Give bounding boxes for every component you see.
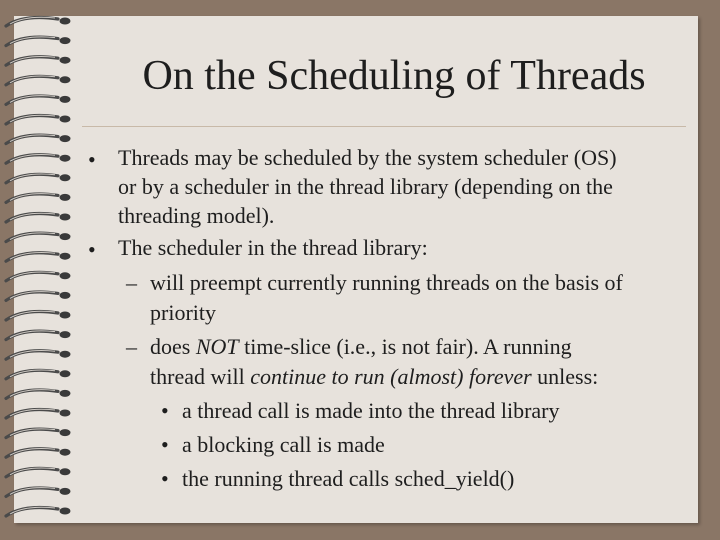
bullet-marker: • [161, 432, 169, 457]
spiral-hole [60, 292, 71, 299]
bullet-marker: • [161, 398, 169, 423]
spiral-hole [60, 351, 71, 358]
spiral-hole [60, 37, 71, 44]
bullet1-line3: threading model). [118, 203, 275, 228]
spiral-hole [60, 194, 71, 201]
sub2-line1: does NOT time-slice (i.e., is not fair). A running [150, 334, 572, 359]
bullet-marker: • [88, 147, 96, 172]
spiral-hole [60, 135, 71, 142]
spiral-hole [60, 116, 71, 123]
spiral-hole [60, 390, 71, 397]
spiral-hole [60, 449, 71, 456]
spiral-hole [60, 57, 71, 64]
spiral-hole [60, 76, 71, 83]
sub1-line1: will preempt currently running threads on the basis of [150, 270, 623, 295]
spiral-hole [60, 96, 71, 103]
spiral-hole [60, 312, 71, 319]
bullet2-line1: The scheduler in the thread library: [118, 235, 428, 260]
spiral-hole [60, 370, 71, 377]
spiral-hole [60, 410, 71, 417]
bullet-marker: • [161, 466, 169, 491]
dash-marker: – [126, 334, 137, 359]
spiral-hole [60, 18, 71, 25]
spiral-hole [60, 253, 71, 260]
bullet1-line1: Threads may be scheduled by the system scheduler (OS) [118, 145, 617, 170]
spiral-binding-icon [0, 0, 82, 540]
slide-title: On the Scheduling of Threads [142, 53, 646, 99]
spiral-hole [60, 508, 71, 515]
subitem-2: a blocking call is made [182, 432, 385, 457]
spiral-hole [60, 233, 71, 240]
spiral-hole [60, 155, 71, 162]
bullet1-line2: or by a scheduler in the thread library (depending on the [118, 174, 613, 199]
spiral-hole [60, 331, 71, 338]
dash-marker: – [126, 270, 137, 295]
subitem-3: the running thread calls sched_yield() [182, 466, 515, 491]
spiral-hole [60, 468, 71, 475]
bullet-marker: • [88, 237, 96, 262]
sub2-line2: thread will continue to run (almost) forever unless: [150, 364, 599, 389]
spiral-hole [60, 429, 71, 436]
spiral-hole [60, 214, 71, 221]
title-divider [82, 126, 686, 127]
sub1-line2: priority [150, 300, 216, 325]
spiral-hole [60, 272, 71, 279]
spiral-hole [60, 488, 71, 495]
spiral-hole [60, 174, 71, 181]
subitem-1: a thread call is made into the thread library [182, 398, 560, 423]
